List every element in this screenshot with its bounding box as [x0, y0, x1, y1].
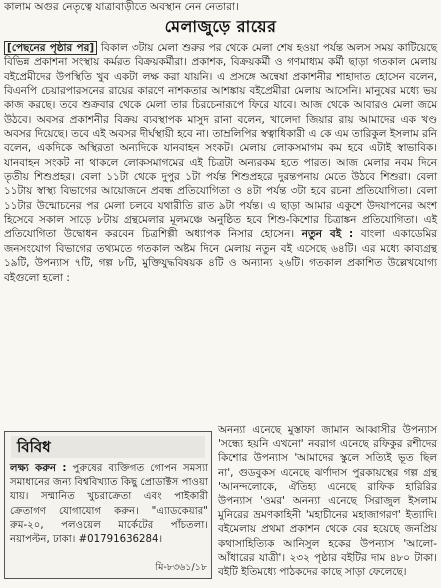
previous-article-tail: কালাম অগুর নেতৃত্বে যাত্রাবাড়ীতে অবস্থান নেন নেতারা।: [4, 1, 239, 13]
classified-title: বিবিধ: [11, 436, 205, 458]
continued-tag: [পেছনের পৃষ্ঠার পর]: [4, 41, 97, 55]
classified-paragraph: [10, 462, 208, 547]
new-books-lead: নতুন বই :: [301, 228, 354, 241]
classified-reference: মি-৮৩৬১/১৮: [155, 562, 207, 573]
article-body: [4, 41, 437, 285]
article-continuation: [218, 423, 437, 579]
article-paragraph: [4, 41, 437, 285]
article-text: বিকাল ৩টায় মেলা শুরুর পর থেকে মেলা শেষ হওয়া পর্যন্ত অলস সময় কাটিয়েছে বিভিন্ন প্রকাশনা সংস্থায় কর্মরত বিক্রয়কর্মীরা। প্রকাশক, বিক্রয়কর্মী ও গণমাধ্যম কর্মী ছাড়া গতকাল মেলায় বইপ্রেমীদের উপস্থিতি খুব একটা লক্ষ করা যায়নি। এ প্রসঙ্গে অন্বেষা প্রকাশনীর শাহাদাত হোসেন বলেন, বিএনপি চেয়ারপারসনের রায়ের কারণে নাশকতার আশঙ্কায় বইপ্রেমীরা মেলায় আসেনি। মানুষের মধ্যে ভয় কাজ করছে। তবে শুক্রবার থেকে মেলা তার চিরচেনারূপে ফিরে যাবে। আজ থেকে আবারও মেলা জমে উঠবে। অবসর প্রকাশনীর বিক্রয় ব্যবস্থাপক মাসুদ রানা বলেন, খালেদা জিয়ার রায় আমাদের এক খণ্ড অবসর দিয়েছে। তবে এই অবসর দীর্ঘস্থায়ী হবে না। তাম্রলিপির স্বত্বাধিকারী এ কে এম তারিকুল ইসলাম রনি বলেন, একদিকে অস্থিরতা অন্যদিকে যানবাহন সংকট। মেলায় লোকসমাগম কম হবে এটাই স্বাভাবিক। যানবাহন সংকট না থাকলে লোকসমাগমের এই চিত্রটা অন্যরকম হতে পারত। আজ মেলার নবম দিনে তৃতীয় শিশুপ্রহর। বেলা ১১টা থেকে দুপুর ১টা পর্যন্ত শিশুপ্রহরে দুরন্তপনায় মেতে উঠবে শিশুরা। বেলা ১১টায় স্বাস্থ্য বিভাগের আয়োজনে প্রবন্ধ প্রতিযোগিতা ও ৪টা পর্যন্ত ৩টা হবে রচনা প্রতিযোগিতা। বেলা ১১টার উন্মোচনের পর মেলা চলবে যথারীতি রাত ৯টা পর্যন্ত। এ ছাড়া আমার একুশে উদযাপনের অংশ হিসেবে সকাল সাড়ে ৮টায় গ্রন্থমেলার মূলমঞ্চে অনুষ্ঠিত হবে শিশু-কিশোর চিত্রাঙ্কন প্রতিযোগিতা। এই প্রতিযোগিতা উদ্বোধন করবেন চিত্রশিল্পী অধ্যাপক নিসার হোসেন।: [4, 42, 437, 241]
continuation-paragraph: অনন্যা এনেছে মুস্তাফা জামান আব্বাসীর উপন্যাস 'সন্ধ্যে হয়নি এখনো' নবরাগ এনেছে রফিকুর রশীদের কিশোর উপন্যাস 'আমাদের স্কুলে সত্যিই ভূত ছিল না', গুডবুকস এনেছে ঝর্ণাদাস পুরকায়স্থের গল্প গ্রন্থ 'আনন্দলোকে, ঐতিহ্য এনেছে রাফিক হারিরির উপন্যাস 'ওমর' অনন্যা এনেছে সিরাজুল ইসলাম মুনিরের ভ্রমণকাহিনী 'মহাচীনের মহাজাগরণ' ইত্যাদি। বইমেলায় প্রথমা প্রকাশন থেকে বের হয়েছে জনপ্রিয় কথাসাহিত্যিক আনিসুল হকের উপন্যাস 'আলো-আঁধারের যাত্রী'। ২৩২ পৃষ্ঠার বইটির দাম ৪৮০ টাকা। বইটি ইতিমধ্যে পাঠকদের কাছে সাড়া ফেলেছে।: [218, 424, 437, 579]
new-books-text: বাংলা একাডেমির জনসংযোগ বিভাগের তথ্যমতে গতকাল অষ্টম দিনে মেলায় নতুন বই এসেছে ৬৪টি। এর মধ্যে কাব্যগ্রন্থ ১৯টি, উপন্যাস ৭টি, গল্প ৮টি, মুক্তিযুদ্ধবিষয়ক ৪টি ও অন্যান্য ২৬টি। গতকাল প্রকাশিত উল্লেখযোগ্য বইগুলো হলো :: [4, 228, 437, 284]
headline: মেলাজুড়ে রায়ের: [164, 17, 277, 36]
lower-section: [0, 423, 441, 588]
classified-box: [4, 431, 212, 579]
classified-text: পুরুষের ব্যক্তিগত গোপন সমস্যা সমাধানের জন্য বিশ্ববিখ্যাত কিছু প্রোডাক্টস পাওয়া যায়। সম্মানিত খুচরাক্রেতা এবং পাইকারী ক্রেতাগণ যোগাযোগ করুন। "এ্যাডকেয়ার" রুম-২০, পলওয়েল মার্কেটের পাঁচতলা। নয়াপল্টন, ঢাকা। #01791636284।: [10, 463, 208, 546]
classified-body: [10, 462, 208, 547]
classified-lead: লক্ষ্য করুন :: [10, 463, 67, 474]
